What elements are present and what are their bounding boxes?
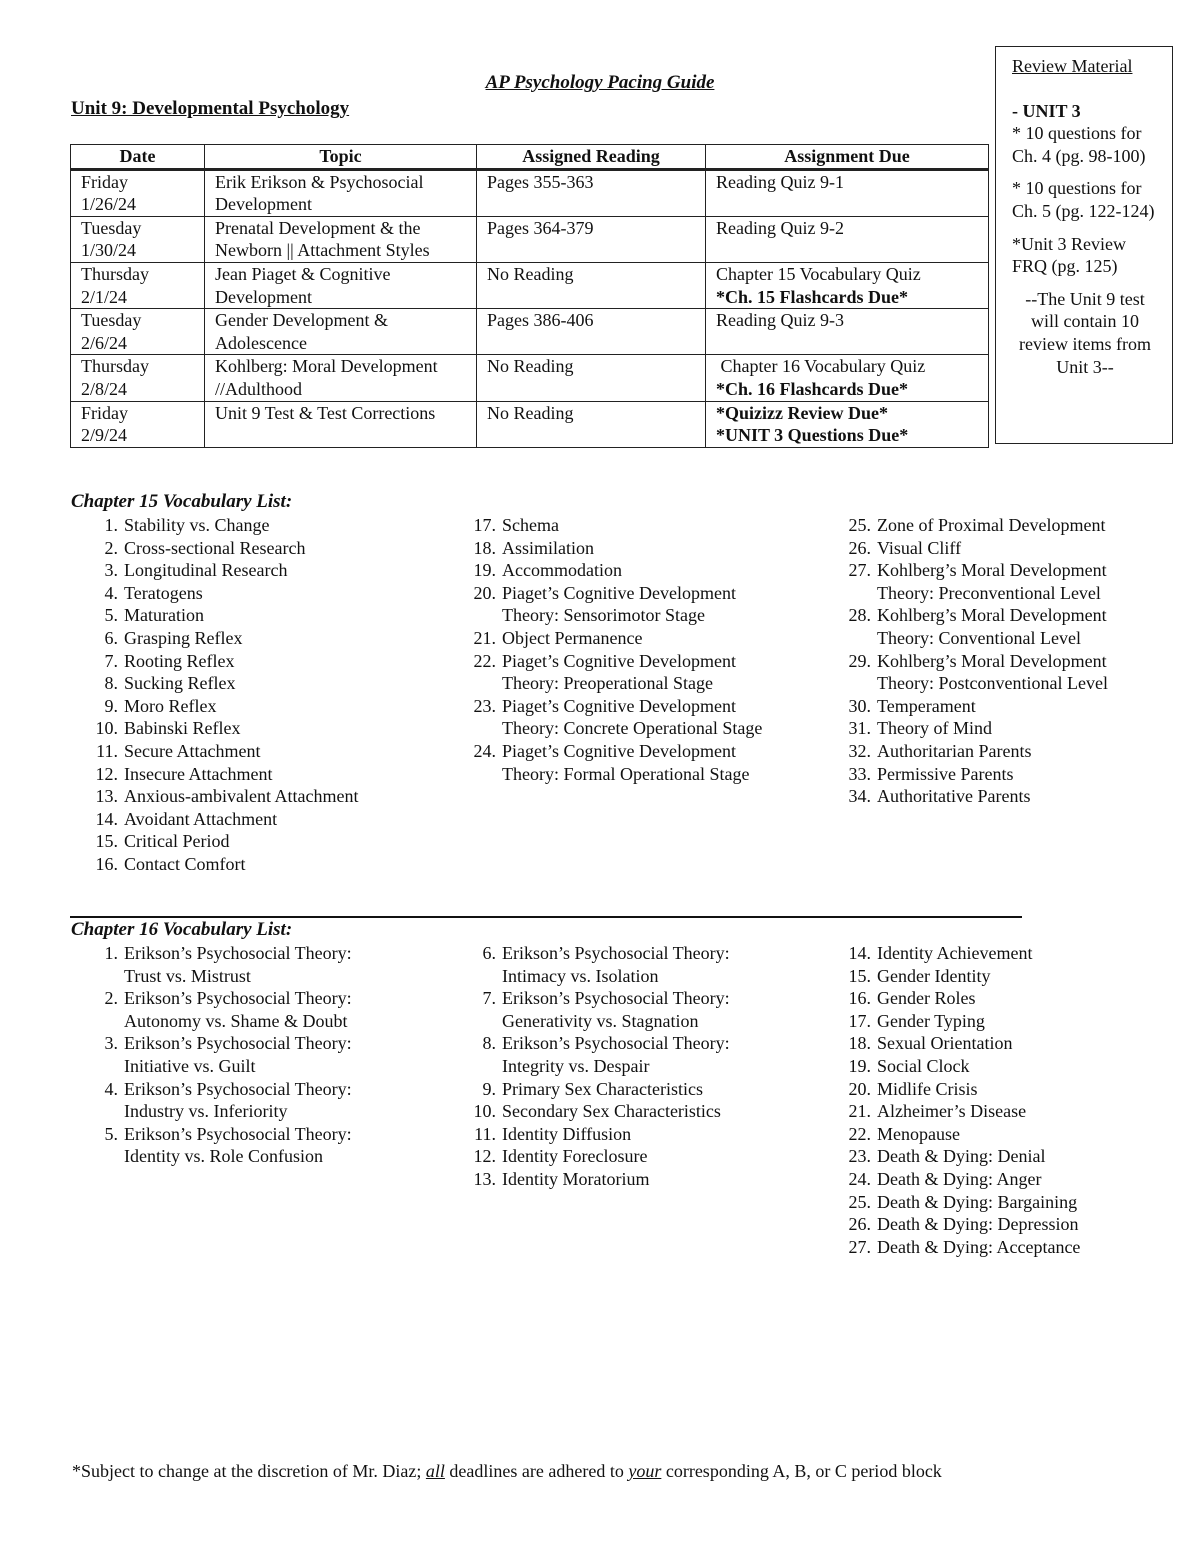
vocab-text: Identity Diffusion — [502, 1123, 632, 1144]
reading-text: No Reading — [487, 402, 574, 423]
vocab-text: Erikson’s Psychosocial Theory: Identity vs. Role Confusion — [124, 1123, 352, 1167]
table-header-row — [71, 145, 989, 170]
column-header-reading: Assigned Reading — [477, 145, 706, 170]
vocab-number: 11. — [474, 1123, 496, 1144]
vocab-term — [88, 604, 438, 627]
vocab-text: Death & Dying: Depression — [877, 1214, 1079, 1235]
vocab-text: Babinski Reflex — [124, 718, 241, 739]
reading-cell — [477, 262, 706, 308]
vocab-term — [88, 1123, 388, 1168]
vocab-number: 8. — [104, 673, 118, 694]
reading-text: Pages 355-363 — [487, 171, 594, 192]
column-header-due: Assignment Due — [706, 145, 989, 170]
review-material-title: Review Material — [1012, 56, 1133, 76]
topic-cell — [205, 355, 477, 401]
date-value: 2/8/24 — [81, 378, 128, 399]
vocab-term — [466, 1123, 766, 1146]
vocab-text: Rooting Reflex — [124, 650, 235, 671]
vocab-term — [841, 1236, 1141, 1259]
vocab-text: Death & Dying: Acceptance — [877, 1236, 1081, 1257]
vocab-text: Secondary Sex Characteristics — [502, 1101, 721, 1122]
vocab-number: 33. — [848, 763, 871, 784]
vocab-number: 17. — [473, 515, 496, 535]
vocab-number: 30. — [848, 695, 871, 716]
review-unit-label: - UNIT 3 — [1012, 100, 1081, 121]
date-value: 1/26/24 — [81, 194, 137, 215]
vocab-term — [88, 559, 438, 582]
vocab-term — [466, 537, 786, 560]
vocab-term — [466, 740, 786, 785]
reading-cell — [477, 401, 706, 447]
footer-emphasis-all: all — [425, 1461, 445, 1481]
vocab-number: 12. — [95, 763, 118, 784]
vocab-number: 16. — [95, 853, 118, 874]
vocab-number: 4. — [104, 1078, 118, 1099]
vocab-term — [466, 942, 766, 987]
date-day: Thursday — [81, 356, 149, 377]
vocab-term — [466, 1032, 766, 1077]
vocab-term — [88, 1032, 388, 1077]
vocab-term — [841, 1168, 1141, 1191]
vocab-term — [841, 1078, 1141, 1101]
reading-text: No Reading — [487, 263, 574, 284]
table-body — [71, 169, 989, 447]
vocab-term — [841, 987, 1141, 1010]
column-header-date: Date — [71, 145, 205, 170]
vocab-number: 18. — [473, 537, 496, 558]
vocab-text: Sexual Orientation — [877, 1033, 1013, 1054]
vocab-text: Maturation — [124, 605, 204, 626]
vocab-term — [841, 785, 1121, 808]
vocab-text: Kohlberg’s Moral Development Theory: Preconventional Level — [877, 560, 1107, 603]
reading-text: No Reading — [487, 356, 574, 377]
vocab-term — [841, 1010, 1141, 1033]
chapter-15-list-col-2 — [466, 514, 786, 785]
vocab-text: Cross-sectional Research — [124, 537, 306, 558]
vocab-text: Secure Attachment — [124, 740, 261, 761]
vocab-text: Critical Period — [124, 831, 230, 852]
reading-cell — [477, 169, 706, 216]
vocab-text: Zone of Proximal Development — [877, 515, 1106, 535]
vocab-text: Sucking Reflex — [124, 673, 236, 694]
due-cell — [706, 216, 989, 262]
vocab-text: Visual Cliff — [877, 537, 962, 558]
vocab-text: Anxious-ambivalent Attachment — [124, 786, 359, 807]
vocab-number: 23. — [848, 1146, 871, 1167]
vocab-term — [841, 650, 1121, 695]
date-day: Thursday — [81, 263, 149, 284]
vocab-text: Kohlberg’s Moral Development Theory: Conventional Level — [877, 605, 1107, 648]
vocab-text: Theory of Mind — [877, 718, 992, 739]
review-item: * 10 questions for Ch. 5 (pg. 122-124) — [1012, 178, 1155, 221]
column-header-topic: Topic — [205, 145, 477, 170]
vocab-number: 19. — [848, 1055, 871, 1076]
review-item: *Unit 3 Review FRQ (pg. 125) — [1012, 233, 1126, 277]
vocab-number: 21. — [848, 1101, 871, 1122]
vocab-term — [88, 537, 438, 560]
vocab-term — [466, 1100, 766, 1123]
vocab-number: 15. — [95, 831, 118, 852]
page-title: AP Psychology Pacing Guide — [485, 72, 715, 93]
vocab-text: Temperament — [877, 695, 976, 716]
vocab-term — [841, 740, 1121, 763]
vocab-text: Schema — [502, 515, 559, 535]
vocab-number: 14. — [848, 943, 871, 963]
vocab-term — [841, 514, 1121, 537]
vocab-term — [841, 695, 1121, 718]
vocab-term — [841, 763, 1121, 786]
topic-text: Gender Development & Adolescence — [215, 310, 388, 353]
vocab-text: Alzheimer’s Disease — [877, 1101, 1027, 1122]
vocab-number: 19. — [473, 560, 496, 581]
vocab-number: 25. — [848, 515, 871, 535]
vocab-number: 12. — [473, 1146, 496, 1167]
vocab-term — [466, 582, 786, 627]
vocab-number: 14. — [95, 808, 118, 829]
vocab-term — [466, 987, 766, 1032]
vocab-number: 5. — [104, 1123, 118, 1144]
vocab-text: Erikson’s Psychosocial Theory: Initiative vs. Guilt — [124, 1033, 352, 1076]
vocab-text: Identity Foreclosure — [502, 1146, 648, 1167]
vocab-number: 9. — [482, 1078, 496, 1099]
pacing-table — [70, 144, 989, 448]
due-cell — [706, 262, 989, 308]
topic-cell — [205, 401, 477, 447]
vocab-text: Kohlberg’s Moral Development Theory: Postconventional Level — [877, 650, 1108, 694]
due-text: Reading Quiz 9-1 — [716, 171, 844, 192]
vocab-number: 9. — [104, 695, 118, 716]
footer-text: *Subject to change at the discretion of Mr. Diaz; — [72, 1461, 426, 1481]
due-emphasis: *Quizizz Review Due* *UNIT 3 Questions Due* — [716, 402, 909, 446]
vocab-text: Death & Dying: Denial — [877, 1146, 1046, 1167]
vocab-number: 20. — [473, 582, 496, 603]
vocab-text: Piaget’s Cognitive Development Theory: Sensorimotor Stage — [502, 582, 736, 626]
vocab-number: 4. — [104, 582, 118, 603]
vocab-number: 1. — [104, 943, 118, 963]
vocab-number: 7. — [482, 988, 496, 1009]
vocab-term — [841, 1145, 1141, 1168]
vocab-text: Permissive Parents — [877, 763, 1014, 784]
topic-cell — [205, 309, 477, 355]
vocab-text: Moro Reflex — [124, 695, 217, 716]
vocab-term — [466, 1078, 766, 1101]
vocab-text: Gender Identity — [877, 965, 991, 986]
vocab-term — [466, 514, 786, 537]
vocab-number: 13. — [95, 786, 118, 807]
chapter-16-list-col-1 — [88, 942, 388, 1168]
date-cell — [71, 169, 205, 216]
table-row — [71, 262, 989, 308]
chapter-15-list-col-3 — [841, 514, 1121, 808]
vocab-term — [466, 1168, 766, 1191]
vocab-number: 28. — [848, 605, 871, 626]
review-item: * 10 questions for Ch. 4 (pg. 98-100) — [1012, 123, 1146, 166]
chapter-15-heading: Chapter 15 Vocabulary List: — [71, 491, 293, 512]
due-cell — [706, 309, 989, 355]
topic-cell — [205, 216, 477, 262]
vocab-term — [841, 604, 1121, 649]
date-cell — [71, 262, 205, 308]
date-day: Tuesday — [81, 310, 142, 331]
unit-title: Unit 9: Developmental Psychology — [71, 98, 350, 119]
vocab-number: 22. — [848, 1123, 871, 1144]
vocab-term — [88, 763, 438, 786]
vocab-number: 17. — [848, 1010, 871, 1031]
review-material-box — [995, 46, 1173, 444]
reading-text: Pages 364-379 — [487, 217, 594, 238]
date-day: Friday — [81, 171, 128, 192]
vocab-text: Erikson’s Psychosocial Theory: Autonomy vs. Shame & Doubt — [124, 988, 352, 1031]
vocab-term — [88, 514, 438, 537]
date-value: 2/6/24 — [81, 332, 128, 353]
vocab-text: Piaget’s Cognitive Development Theory: Formal Operational Stage — [502, 740, 750, 784]
date-day: Tuesday — [81, 217, 142, 238]
vocab-number: 3. — [104, 1033, 118, 1054]
vocab-text: Longitudinal Research — [124, 560, 288, 581]
vocab-term — [466, 695, 786, 740]
topic-text: Kohlberg: Moral Development //Adulthood — [215, 356, 438, 399]
date-value: 1/30/24 — [81, 240, 137, 261]
vocab-term — [88, 650, 438, 673]
vocab-number: 23. — [473, 695, 496, 716]
vocab-term — [88, 1078, 388, 1123]
vocab-text: Death & Dying: Bargaining — [877, 1191, 1078, 1212]
section-divider — [70, 916, 1022, 918]
due-emphasis: *Ch. 16 Flashcards Due* — [716, 378, 909, 399]
topic-text: Unit 9 Test & Test Corrections — [215, 402, 436, 423]
vocab-text: Avoidant Attachment — [124, 808, 278, 829]
review-note: --The Unit 9 test will contain 10 review items from Unit 3-- — [1019, 288, 1151, 377]
vocab-term — [88, 672, 438, 695]
vocab-number: 2. — [104, 988, 118, 1009]
vocab-text: Teratogens — [124, 582, 203, 603]
vocab-term — [88, 808, 438, 831]
vocab-number: 34. — [848, 786, 871, 807]
vocab-number: 24. — [848, 1168, 871, 1189]
vocab-term — [841, 717, 1121, 740]
vocab-text: Midlife Crisis — [877, 1078, 978, 1099]
due-cell — [706, 169, 989, 216]
vocab-number: 31. — [848, 718, 871, 739]
vocab-text: Assimilation — [502, 537, 595, 558]
vocab-text: Authoritarian Parents — [877, 740, 1032, 761]
vocab-number: 32. — [848, 740, 871, 761]
topic-text: Erik Erikson & Psychosocial Development — [215, 171, 424, 215]
vocab-text: Erikson’s Psychosocial Theory: Industry vs. Inferiority — [124, 1078, 352, 1122]
vocab-number: 6. — [482, 943, 496, 963]
vocab-text: Grasping Reflex — [124, 627, 243, 648]
vocab-text: Identity Moratorium — [502, 1168, 650, 1189]
topic-text: Jean Piaget & Cognitive Development — [215, 263, 391, 307]
vocab-term — [841, 1123, 1141, 1146]
vocab-term — [841, 942, 1141, 965]
vocab-term — [466, 650, 786, 695]
due-text: Reading Quiz 9-2 — [716, 217, 844, 238]
vocab-term — [88, 853, 438, 876]
vocab-text: Social Clock — [877, 1055, 970, 1076]
vocab-number: 21. — [473, 627, 496, 648]
vocab-term — [88, 987, 388, 1032]
vocab-number: 10. — [95, 718, 118, 739]
due-text: Chapter 16 Vocabulary Quiz — [716, 356, 926, 377]
due-text: Reading Quiz 9-3 — [716, 310, 844, 331]
chapter-16-heading: Chapter 16 Vocabulary List: — [71, 919, 293, 940]
vocab-number: 1. — [104, 515, 118, 535]
vocab-number: 26. — [848, 537, 871, 558]
date-value: 2/9/24 — [81, 425, 128, 446]
footer-text: deadlines are adhered to — [444, 1461, 629, 1481]
footer-text: corresponding A, B, or C period block — [661, 1461, 942, 1481]
vocab-number: 29. — [848, 650, 871, 671]
due-cell — [706, 401, 989, 447]
vocab-term — [841, 1213, 1141, 1236]
due-emphasis: *Ch. 15 Flashcards Due* — [716, 286, 909, 307]
vocab-number: 26. — [848, 1214, 871, 1235]
table-row — [71, 169, 989, 216]
reading-cell — [477, 355, 706, 401]
vocab-text: Erikson’s Psychosocial Theory: Intimacy vs. Isolation — [502, 943, 730, 986]
vocab-term — [841, 965, 1141, 988]
vocab-term — [88, 695, 438, 718]
due-text: Chapter 15 Vocabulary Quiz — [716, 263, 921, 284]
vocab-number: 20. — [848, 1078, 871, 1099]
table-row — [71, 355, 989, 401]
vocab-term — [88, 717, 438, 740]
vocab-number: 16. — [848, 988, 871, 1009]
vocab-number: 27. — [848, 1236, 871, 1257]
vocab-text: Erikson’s Psychosocial Theory: Trust vs. Mistrust — [124, 943, 352, 986]
vocab-text: Object Permanence — [502, 627, 643, 648]
vocab-number: 2. — [104, 537, 118, 558]
vocab-number: 11. — [96, 740, 118, 761]
vocab-text: Gender Roles — [877, 988, 976, 1009]
vocab-number: 6. — [104, 627, 118, 648]
vocab-term — [88, 582, 438, 605]
vocab-number: 8. — [482, 1033, 496, 1054]
vocab-term — [841, 537, 1121, 560]
table-row — [71, 401, 989, 447]
topic-text: Prenatal Development & the Newborn || Attachment Styles — [215, 217, 430, 261]
topic-cell — [205, 169, 477, 216]
vocab-term — [841, 559, 1121, 604]
date-cell — [71, 216, 205, 262]
vocab-number: 22. — [473, 650, 496, 671]
vocab-number: 27. — [848, 560, 871, 581]
vocab-number: 10. — [473, 1101, 496, 1122]
chapter-16-list-col-2 — [466, 942, 766, 1191]
reading-cell — [477, 216, 706, 262]
vocab-text: Contact Comfort — [124, 853, 246, 874]
table-row — [71, 216, 989, 262]
due-cell — [706, 355, 989, 401]
vocab-text: Primary Sex Characteristics — [502, 1078, 703, 1099]
reading-text: Pages 386-406 — [487, 310, 594, 331]
vocab-text: Accommodation — [502, 560, 622, 581]
vocab-text: Erikson’s Psychosocial Theory: Generativity vs. Stagnation — [502, 988, 730, 1031]
date-cell — [71, 309, 205, 355]
table-row — [71, 309, 989, 355]
chapter-15-list-col-1 — [88, 514, 438, 876]
date-day: Friday — [81, 402, 128, 423]
vocab-text: Piaget’s Cognitive Development Theory: Concrete Operational Stage — [502, 695, 763, 739]
vocab-number: 5. — [104, 605, 118, 626]
vocab-term — [466, 627, 786, 650]
vocab-term — [841, 1100, 1141, 1123]
vocab-term — [466, 1145, 766, 1168]
vocab-text: Piaget’s Cognitive Development Theory: Preoperational Stage — [502, 650, 736, 694]
vocab-number: 24. — [473, 740, 496, 761]
footer-emphasis-your: your — [628, 1461, 662, 1481]
vocab-text: Authoritative Parents — [877, 786, 1031, 807]
vocab-number: 13. — [473, 1168, 496, 1189]
date-value: 2/1/24 — [81, 286, 128, 307]
vocab-text: Stability vs. Change — [124, 515, 270, 535]
topic-cell — [205, 262, 477, 308]
date-cell — [71, 401, 205, 447]
vocab-text: Erikson’s Psychosocial Theory: Integrity vs. Despair — [502, 1033, 730, 1076]
vocab-term — [841, 1055, 1141, 1078]
vocab-text: Gender Typing — [877, 1010, 985, 1031]
vocab-term — [466, 559, 786, 582]
reading-cell — [477, 309, 706, 355]
date-cell — [71, 355, 205, 401]
vocab-term — [841, 1032, 1141, 1055]
vocab-term — [88, 942, 388, 987]
vocab-term — [88, 785, 438, 808]
vocab-text: Identity Achievement — [877, 943, 1033, 963]
vocab-term — [88, 740, 438, 763]
vocab-text: Death & Dying: Anger — [877, 1168, 1042, 1189]
vocab-term — [88, 627, 438, 650]
footer-note — [72, 1460, 942, 1483]
chapter-16-list-col-3 — [841, 942, 1141, 1258]
vocab-number: 25. — [848, 1191, 871, 1212]
vocab-term — [841, 1191, 1141, 1214]
vocab-number: 18. — [848, 1033, 871, 1054]
vocab-term — [88, 830, 438, 853]
vocab-number: 7. — [104, 650, 118, 671]
vocab-text: Insecure Attachment — [124, 763, 273, 784]
vocab-text: Menopause — [877, 1123, 960, 1144]
vocab-number: 15. — [848, 965, 871, 986]
vocab-number: 3. — [104, 560, 118, 581]
